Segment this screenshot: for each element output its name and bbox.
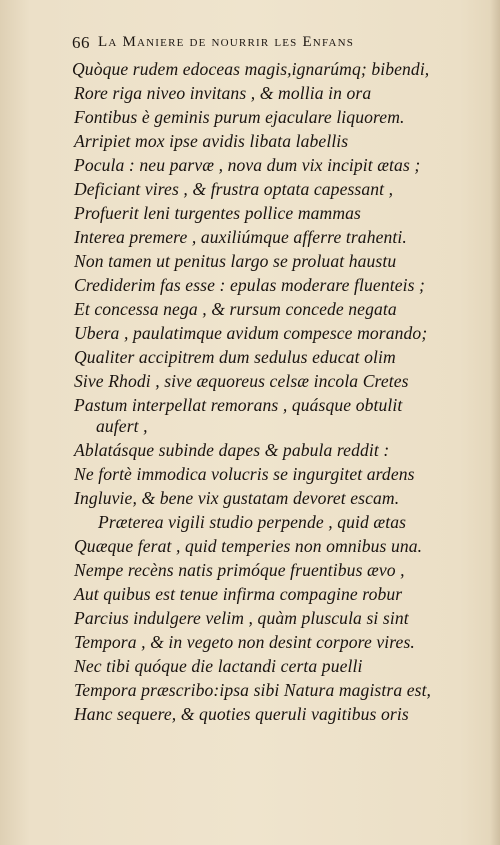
verse-line: Præterea vigili studio perpende , quid ætas: [98, 512, 407, 532]
verse-line: Hanc sequere, & quoties queruli vagitibus oris: [74, 704, 409, 724]
verse-line: Tempora , & in vegeto non desint corpore vires.: [74, 632, 415, 652]
verse-line: Ablatásque subinde dapes & pabula reddit :: [74, 440, 390, 460]
verse-line: Fontibus è geminis purum ejaculare liquorem.: [74, 107, 405, 127]
verse-line: Profuerit leni turgentes pollice mammas: [74, 203, 361, 223]
verse-line: Tempora præscribo:ipsa sibi Natura magistra est,: [74, 680, 432, 700]
verse-line: Crediderim fas esse : epulas moderare fluenteis ;: [74, 275, 426, 295]
verse-line: Ubera , paulatimque avidum compesce morando;: [74, 323, 428, 343]
running-title: La Maniere de nourrir les Enfans: [98, 34, 355, 50]
verse-line: Nec tibi quóque die lactandi certa puelli: [74, 656, 363, 676]
verse-line: Qualiter accipitrem dum sedulus educat olim: [74, 347, 396, 367]
verse-line: Deficiant vires , & frustra optata capessant ,: [74, 179, 394, 199]
verse-line: Aut quibus est tenue infirma compagine robur: [74, 584, 403, 604]
verse-line: Arripiet mox ipse avidis libata labellis: [74, 131, 349, 151]
verse-line: Ne fortè immodica volucris se ingurgitet ardens: [74, 464, 415, 484]
verse-line: Interea premere , auxiliúmque afferre trahenti.: [74, 227, 407, 247]
verse-line: Rore riga niveo invitans , & mollia in ora: [74, 83, 372, 103]
verse-line: Et concessa nega , & rursum concede negata: [74, 299, 397, 319]
verse-line: Parcius indulgere velim , quàm pluscula si sint: [74, 608, 409, 628]
verse-line: aufert ,: [96, 416, 148, 436]
verse-line: Quæque ferat , quid temperies non omnibus una.: [74, 536, 423, 556]
verse-line: Quòque rudem edoceas magis,ignarúmq; bibendi,: [72, 59, 430, 79]
verse-line: Non tamen ut penitus largo se proluat haustu: [74, 251, 397, 271]
verse-line: Pastum interpellat remorans , quásque obtulit: [74, 395, 403, 415]
verse-line: Ingluvie, & bene vix gustatam devoret escam.: [74, 488, 400, 508]
verse-line: Sive Rhodi , sive æquoreus celsæ incola Cretes: [74, 371, 409, 391]
page-number: 66: [72, 33, 90, 52]
verse-line: Pocula : neu parvæ , nova dum vix incipit ætas ;: [74, 155, 421, 175]
verse-line: Nempe recèns natis primóque fruentibus ævo ,: [74, 560, 405, 580]
